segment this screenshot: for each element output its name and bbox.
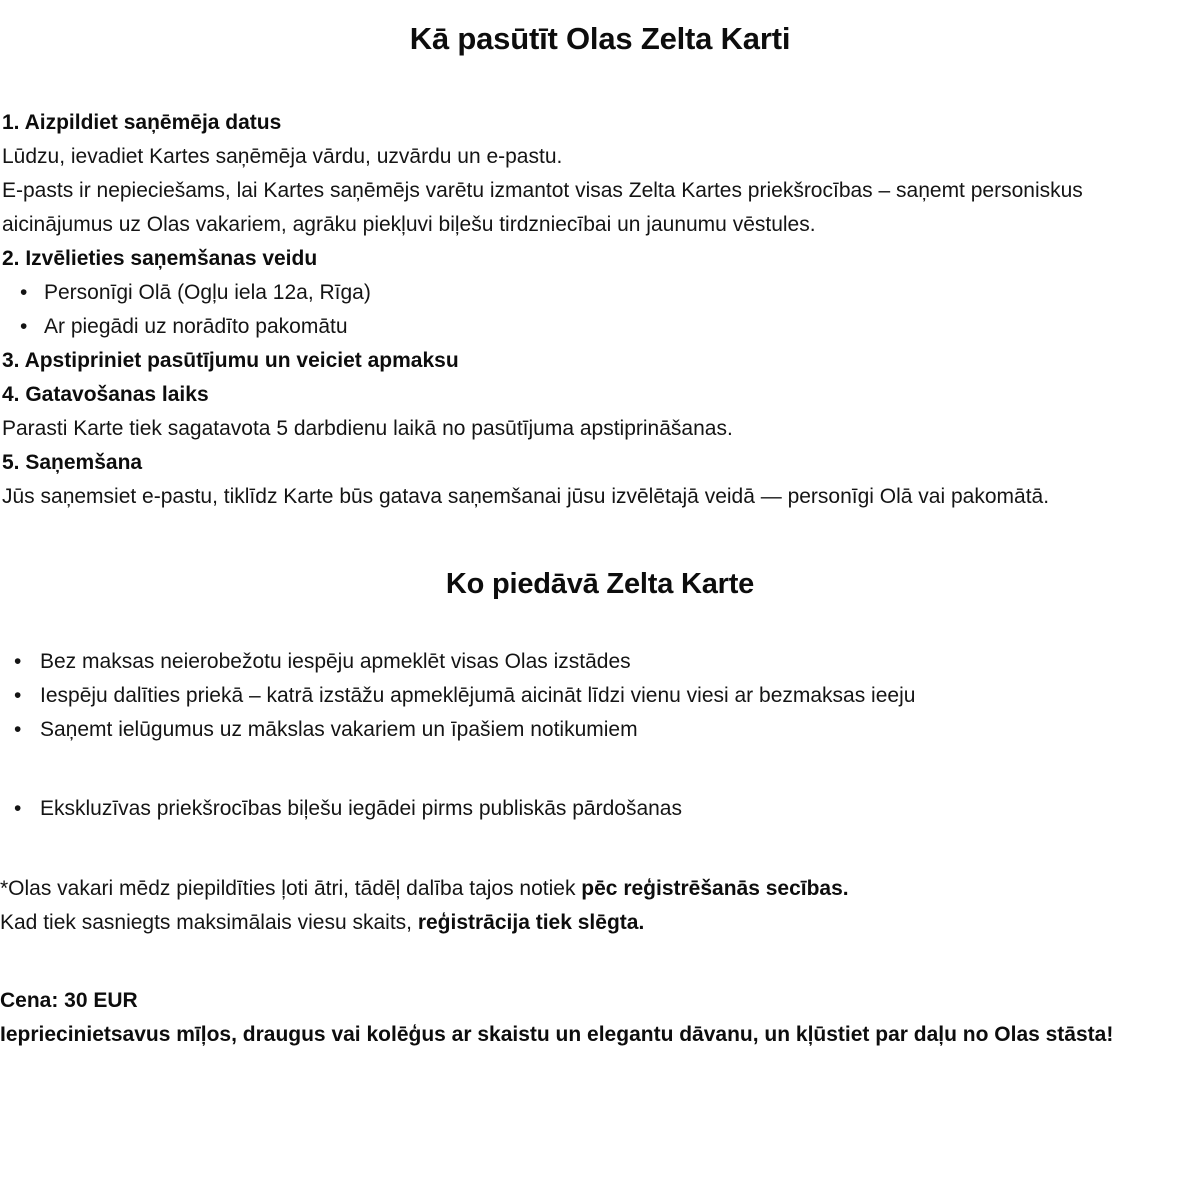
step-5-line-1: Jūs saņemsiet e-pastu, tiklīdz Karte būs gatava saņemšanai jūsu izvēlētajā veidā — personīgi Olā vai pakomātā. — [2, 484, 1050, 508]
step-1-heading: 1. Aizpildiet saņēmēja datus — [2, 110, 282, 134]
step-4-heading: 4. Gatavošanas laiks — [2, 382, 209, 406]
price-line: Cena: 30 EUR — [0, 989, 138, 1013]
ordering-steps-section — [0, 106, 1200, 514]
step-5-heading: 5. Saņemšana — [2, 450, 143, 474]
list-item: • Bez maksas neierobežotu iespēju apmeklēt visas Olas izstādes — [0, 645, 1200, 679]
footnote-line-1-regular: *Olas vakari mēdz piepildīties ļoti ātri, tādēļ dalība tajos notiek — [0, 877, 582, 901]
footnote-line-2-regular: Kad tiek sasniegts maksimālais viesu skaits, — [0, 911, 418, 935]
step-3-heading: 3. Apstipriniet pasūtījumu un veiciet apmaksu — [2, 348, 459, 372]
call-to-action-text: Iepriecinietsavus mīļos, draugus vai kolēģus ar skaistu un elegantu dāvanu, un kļūstiet par daļu no Olas stāsta! — [0, 1023, 1114, 1047]
step-1-line-1: Lūdzu, ievadiet Kartes saņēmēja vārdu, uzvārdu un e-pastu. — [2, 144, 563, 168]
list-item: • Saņemt ielūgumus uz mākslas vakariem un īpašiem notikumiem — [0, 713, 1200, 747]
spacer — [0, 747, 1200, 792]
list-item: • Ar piegādi uz norādīto pakomātu — [2, 310, 1200, 344]
price-section — [0, 984, 1190, 1052]
benefits-section — [0, 645, 1200, 826]
footnote-section — [0, 872, 1200, 940]
page-title: Kā pasūtīt Olas Zelta Karti — [409, 21, 791, 56]
footnote-line-1-bold: pēc reģistrēšanās secības. — [581, 877, 849, 901]
list-item: • Personīgi Olā (Ogļu iela 12a, Rīga) — [2, 276, 1200, 310]
delivery-options-list — [2, 276, 1200, 344]
spacer — [0, 514, 1200, 566]
benefits-list — [0, 645, 1200, 747]
footnote-line-2-bold: reģistrācija tiek slēgta. — [417, 911, 645, 935]
step-2-heading: 2. Izvēlieties saņemšanas veidu — [2, 246, 318, 270]
benefits-section-title: Ko piedāvā Zelta Karte — [445, 567, 755, 600]
footnote-line-2 — [0, 906, 1200, 940]
step-1-line-2: E-pasts ir nepieciešams, lai Kartes saņēmējs varētu izmantot visas Zelta Kartes priekšrocības – saņemt personiskus aicinājumus uz Olas vakariem, agrāku piekļuvi biļešu tirdzniecībai un jaunumu vēstules. — [2, 178, 1083, 236]
footnote-line-1 — [0, 872, 1200, 906]
step-4-line-1: Parasti Karte tiek sagatavota 5 darbdienu laikā no pasūtījuma apstiprināšanas. — [2, 416, 733, 440]
list-item: • Iespēju dalīties priekā – katrā izstāžu apmeklējumā aicināt līdzi vienu viesi ar bezmaksas ieeju — [0, 679, 1200, 713]
list-item: • Ekskluzīvas priekšrocības biļešu iegādei pirms publiskās pārdošanas — [0, 792, 1200, 826]
benefits-list-extra — [0, 792, 1200, 826]
